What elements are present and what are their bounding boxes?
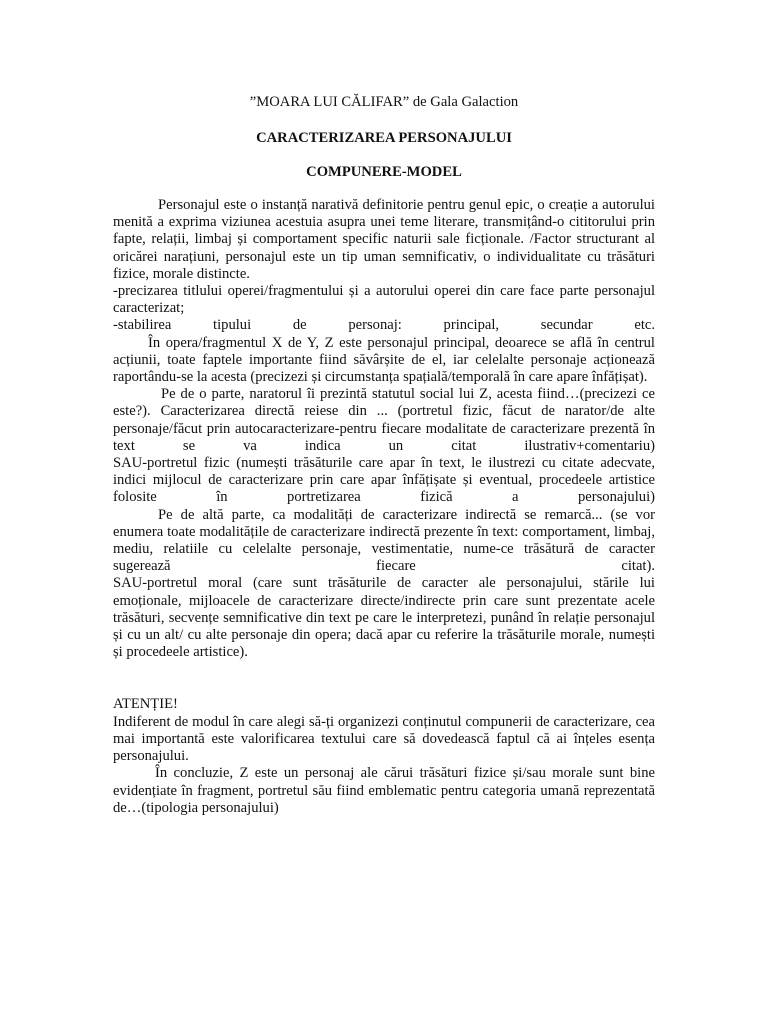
paragraph-indirect-characterization: Pe de altă parte, ca modalități de caracterizare indirectă se remarcă... (se vor enumera toate modalitățile de caracterizare indirectă prezente în text: comportament, limbaj, mediu, relatiile cu celelalte personaje, vestimentatie, nume-ce trăsătură de caracter sugerează fiecare citat). <box>113 506 655 575</box>
paragraph-physical-portrait: SAU-portretul fizic (numești trăsăturile care apar în text, le ilustrezi cu citate adecvate, indici mijlocul de caracterizare prin care apar înfățișate și eventual, procedeele artistice folosite în portretizarea fizică a personajului) <box>113 455 655 506</box>
attention-label: ATENȚIE! <box>113 696 178 713</box>
document-body <box>113 197 655 817</box>
paragraph-intro: Personajul este o instanță narativă definitorie pentru genul epic, o creație a autorului menită a exprima viziunea acestuia asupra unei teme literare, transmițând-o cititorului prin fapte, relații, limbaj și comportament specific naturii sale ficționale. /Factor structurant al oricărei narațiuni, personajul este un tip uman semnificativ, o individualitate cu trăsături fizice, morale distincte. <box>113 197 655 282</box>
attention-text: Indiferent de modul în care alegi să-ți organizezi conținutul compunerii de caracterizare, cea mai importantă este valorificarea textului care să dovedească faptul că ai înțeles esența personajului. <box>113 713 655 765</box>
paragraph-main-character: În opera/fragmentul X de Y, Z este personajul principal, deoarece se află în centrul acțiunii, toate faptele importante fiind săvârșite de el, iar celelalte personaje acționează raportându-se la acesta (precizezi și circumstanța spațială/temporală în care apare înfățișat). <box>113 334 655 386</box>
document-subheading: COMPUNERE-MODEL <box>306 164 462 180</box>
instruction-character-type: -stabilirea tipului de personaj: principal, secundar etc. <box>113 317 655 334</box>
paragraph-moral-portrait: SAU-portretul moral (care sunt trăsăturile de caracter ale personajului, stările lui emoționale, mijloacele de caracterizare directe/indirecte prin care sunt prezentate acele trăsături, secvențe semnificative din text pe care le interpretezi, punând în relație personajul și cu un alt/ cu alte personaje din opera; dacă apar cu referire la trăsăturile morale, numești și procedeele artistice). <box>113 575 655 661</box>
document-title: ”MOARA LUI CĂLIFAR” de Gala Galaction <box>249 94 519 110</box>
document-heading: CARACTERIZAREA PERSONAJULUI <box>256 130 512 146</box>
document-page <box>113 92 655 817</box>
paragraph-conclusion: În concluzie, Z este un personaj ale cărui trăsături fizice și/sau morale sunt bine evidențiate în fragment, portretul său fiind emblematic pentru categoria umană reprezentată de…(tipologia personajului) <box>113 765 655 816</box>
instruction-title-author: -precizarea titlului operei/fragmentului și a autorului operei din care face parte personajul caracterizat; <box>113 283 655 317</box>
section-gap <box>113 661 655 696</box>
paragraph-direct-characterization: Pe de o parte, naratorul îi prezintă statutul social lui Z, acesta fiind…(precizezi ce este?). Caracterizarea directă reiese din ... (portretul fizic, făcut de narator/de alte personaje/făcut prin autocaracterizare-pentru fiecare modalitate de caracterizare prezentă în text se va indica un citat ilustrativ+comentariu) <box>113 386 655 454</box>
